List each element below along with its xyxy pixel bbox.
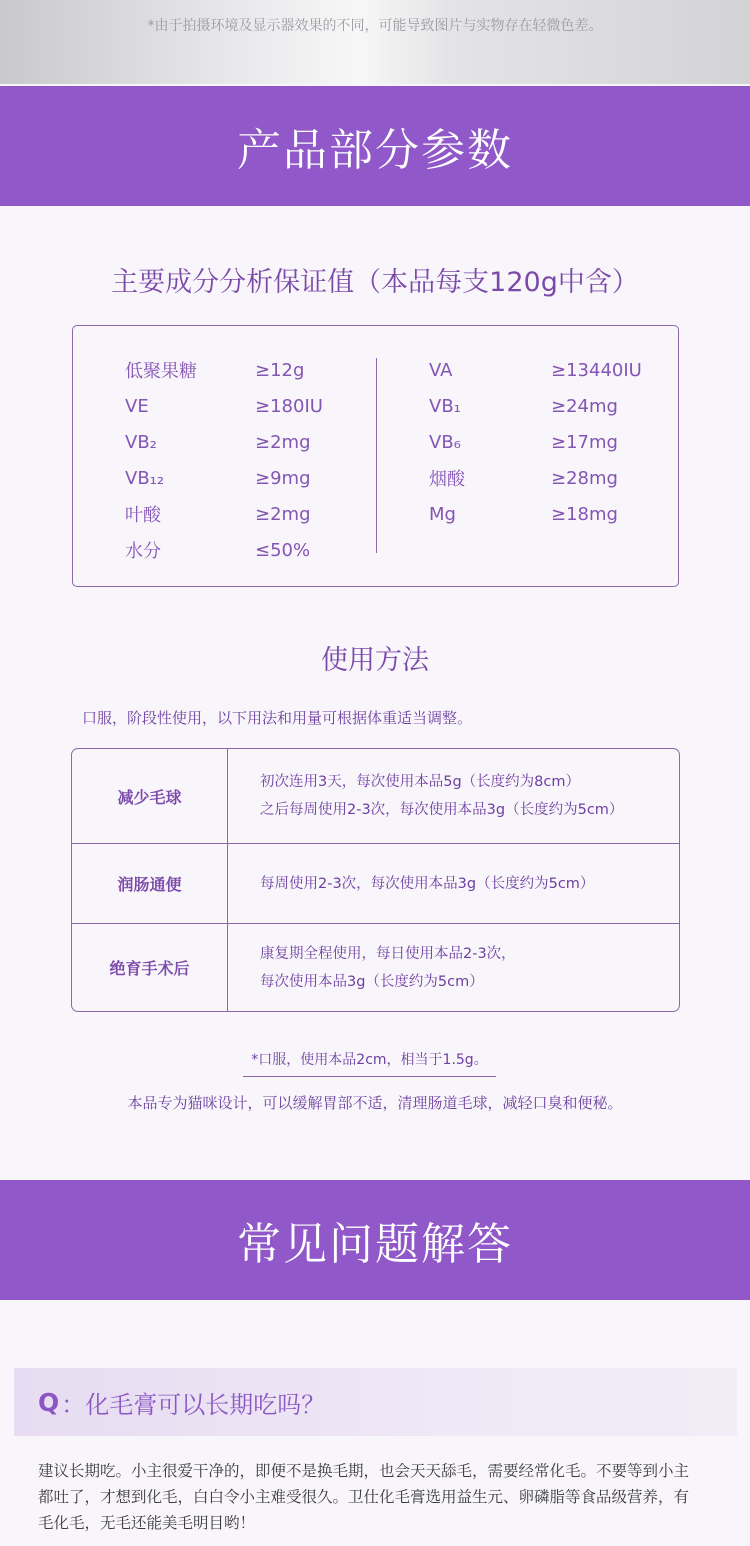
param-value: ≥2mg	[255, 503, 311, 525]
param-name: 叶酸	[125, 505, 161, 526]
usage-row	[72, 749, 679, 843]
faq-question: ：化毛膏可以长期吃吗？	[61, 1390, 326, 1419]
usage-label: 绝育手术后	[72, 924, 228, 1011]
param-name: 低聚果糖	[125, 361, 197, 382]
color-disclaimer: *由于拍摄环境及显示器效果的不同，可能导致图片与实物存在轻微色差。	[147, 18, 603, 34]
product-note: 本品专为猫咪设计，可以缓解胃部不适，清理肠道毛球，减轻口臭和便秘。	[127, 1094, 623, 1112]
params-left-column	[125, 352, 323, 568]
dosage-note: *口服，使用本品2cm，相当于1.5g。	[243, 1049, 496, 1077]
params-banner	[0, 86, 750, 206]
faq-answer: 建议长期吃。小主很爱干净的，即便不是换毛期，也会天天舔毛，需要经常化毛。不要等到小主都吐了，才想到化毛，白白令小主难受很久。卫仕化毛膏选用益生元、卵磷脂等食品级营养，有毛化毛，无毛还能美毛明目哟！	[38, 1462, 690, 1532]
param-value: ≥9mg	[255, 467, 311, 489]
param-row	[429, 388, 642, 424]
usage-line: 康复期全程使用，每日使用本品2-3次，	[260, 945, 516, 962]
params-divider	[376, 358, 377, 553]
param-row	[429, 352, 642, 388]
param-name: VB₁	[429, 395, 461, 417]
param-row	[429, 424, 642, 460]
param-value: ≥18mg	[551, 503, 618, 525]
product-photo-strip	[0, 0, 750, 84]
param-value: ≥13440IU	[551, 359, 642, 381]
usage-description	[228, 940, 516, 996]
param-value: ≥12g	[255, 359, 305, 381]
params-banner-title: 产品部分参数	[237, 125, 513, 176]
param-row	[429, 496, 642, 532]
param-value: ≥24mg	[551, 395, 618, 417]
param-value: ≥180IU	[255, 395, 323, 417]
param-value: ≥17mg	[551, 431, 618, 453]
param-row	[125, 388, 323, 424]
usage-label: 减少毛球	[72, 749, 228, 843]
usage-line: 每周使用2-3次，每次使用本品3g（长度约为5cm）	[260, 875, 595, 892]
param-value: ≥28mg	[551, 467, 618, 489]
usage-description	[228, 768, 623, 824]
usage-row	[72, 843, 679, 923]
param-value: ≤50%	[255, 539, 311, 561]
usage-line: 之后每周使用2-3次，每次使用本品3g（长度约为5cm）	[260, 802, 624, 818]
param-row	[125, 352, 323, 388]
param-name: Mg	[429, 503, 456, 525]
param-name: VA	[429, 359, 453, 381]
faq-banner	[0, 1180, 750, 1300]
faq-banner-title: 常见问题解答	[237, 1219, 513, 1270]
param-row	[125, 532, 323, 568]
param-name: 烟酸	[429, 469, 465, 490]
param-row	[125, 496, 323, 532]
usage-description	[228, 870, 594, 898]
param-row	[125, 460, 323, 496]
usage-title: 使用方法	[321, 645, 429, 676]
param-name: 水分	[125, 541, 161, 562]
param-value: ≥2mg	[255, 431, 311, 453]
params-subtitle: 主要成分分析保证值（本品每支120g中含）	[111, 267, 639, 298]
param-name: VE	[125, 395, 149, 417]
usage-row	[72, 923, 679, 1011]
usage-table	[71, 748, 680, 1012]
param-name: VB₂	[125, 431, 157, 453]
param-name: VB₆	[429, 431, 461, 453]
param-row	[125, 424, 323, 460]
question-mark-label: Q	[38, 1387, 60, 1417]
usage-label: 润肠通便	[72, 844, 228, 923]
usage-intro: 口服，阶段性使用，以下用法和用量可根据体重适当调整。	[82, 709, 473, 727]
param-row	[429, 460, 642, 496]
usage-line: 初次连用3天，每次使用本品5g（长度约为8cm）	[260, 774, 580, 790]
params-box	[72, 325, 679, 587]
param-name: VB₁₂	[125, 467, 165, 489]
usage-line: 每次使用本品3g（长度约为5cm）	[260, 973, 484, 990]
params-right-column	[429, 352, 642, 532]
faq-question-bar	[14, 1368, 737, 1436]
